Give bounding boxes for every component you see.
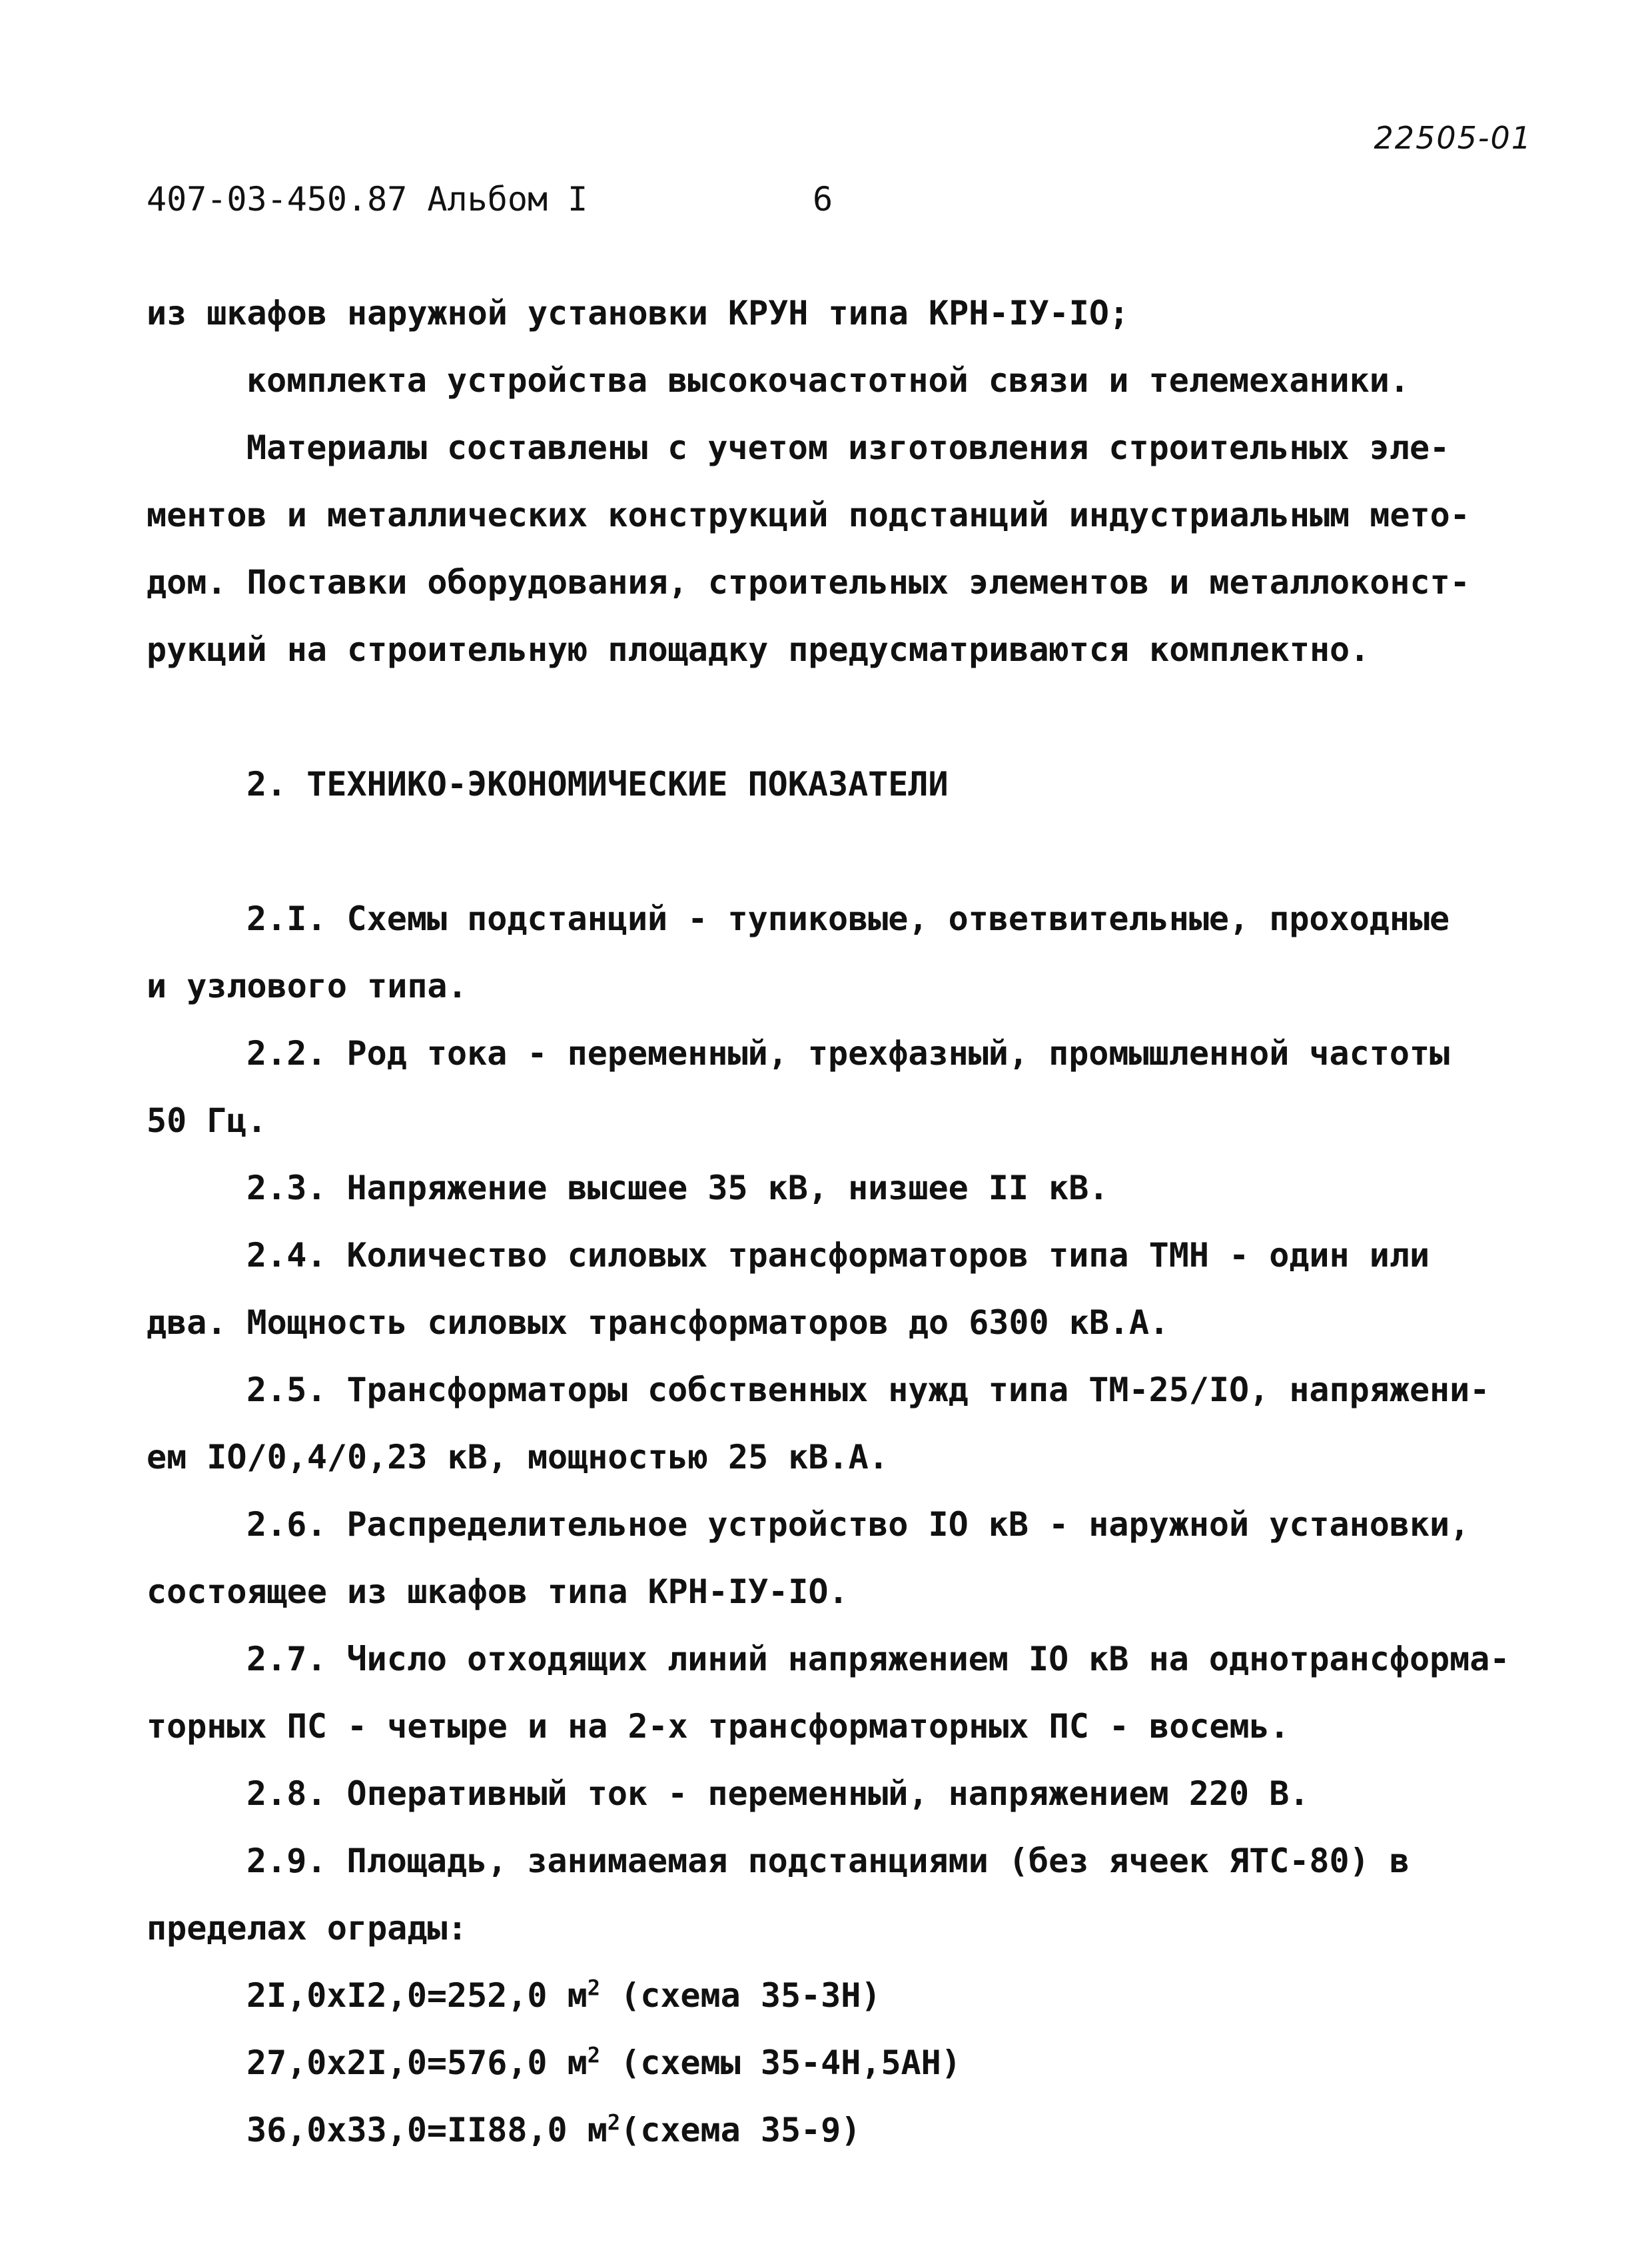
- document-code: 407-03-450.87 Альбом I: [147, 180, 588, 219]
- area-line: [147, 1962, 1532, 2029]
- item-2-5-cont: ем IO/0,4/0,23 кВ, мощностью 25 кВ.А.: [147, 1438, 889, 1476]
- archive-stamp: 22505-01: [1374, 120, 1532, 156]
- area-note: (схема 35-9): [620, 2111, 861, 2149]
- area-note: (схемы 35-4Н,5АН): [600, 2043, 961, 2082]
- area-line: [147, 2097, 1532, 2164]
- text-line: дом. Поставки оборудования, строительных элементов и металлоконст-: [147, 563, 1470, 602]
- item-2-4-line: 2.4. Количество силовых трансформаторов типа ТМН - один или: [246, 1236, 1430, 1275]
- spacer: [147, 684, 1532, 751]
- section-title: 2. ТЕХНИКО-ЭКОНОМИЧЕСКИЕ ПОКАЗАТЕЛИ: [246, 765, 949, 804]
- text-line: комплекта устройства высокочастотной связи и телемеханики.: [246, 361, 1410, 400]
- area-calc: 27,0x2I,0=576,0 м: [246, 2043, 588, 2082]
- page-number: 6: [813, 180, 833, 219]
- text-line: ментов и металлических конструкций подстанций индустриальным мето-: [147, 496, 1470, 534]
- text-line: Материалы составлены с учетом изготовления строительных эле-: [246, 428, 1450, 467]
- area-note: (схема 35-3Н): [600, 1976, 881, 2015]
- item-2-9-cont: пределах ограды:: [147, 1909, 468, 1948]
- area-power: 2: [587, 1975, 601, 2001]
- item-2-7-cont: торных ПС - четыре и на 2-х трансформаторных ПС - восемь.: [147, 1707, 1290, 1746]
- item-2-9-line: 2.9. Площадь, занимаемая подстанциями (без ячеек ЯТС-80) в: [246, 1842, 1410, 1880]
- item-2-5-line: 2.5. Трансформаторы собственных нужд типа ТМ-25/IO, напряжени-: [246, 1371, 1490, 1409]
- spacer: [147, 818, 1532, 885]
- area-power: 2: [607, 2109, 621, 2135]
- text-line: из шкафов наружной установки КРУН типа КРН-IУ-IO;: [147, 294, 1130, 332]
- item-2-3-line: 2.3. Напряжение высшее 35 кВ, низшее II кВ.: [246, 1169, 1109, 1207]
- area-line: [147, 2029, 1532, 2097]
- item-2-2-line: 2.2. Род тока - переменный, трехфазный, промышленной частоты: [246, 1034, 1450, 1073]
- page-header: [147, 180, 833, 219]
- item-2-1-cont: и узлового типа.: [147, 967, 468, 1005]
- area-power: 2: [587, 2042, 601, 2068]
- area-calc: 36,0x33,0=II88,0 м: [246, 2111, 608, 2149]
- area-calc: 2I,0xI2,0=252,0 м: [246, 1976, 588, 2015]
- item-2-6-cont: состоящее из шкафов типа КРН-IУ-IO.: [147, 1572, 849, 1611]
- item-2-2-cont: 50 Гц.: [147, 1101, 267, 1140]
- text-line: рукций на строительную площадку предусматриваются комплектно.: [147, 630, 1370, 669]
- item-2-6-line: 2.6. Распределительное устройство IO кВ - наружной установки,: [246, 1505, 1470, 1544]
- item-2-1-line: 2.I. Схемы подстанций - тупиковые, ответвительные, проходные: [246, 899, 1450, 938]
- item-2-7-line: 2.7. Число отходящих линий напряжением IO кВ на однотрансформа-: [246, 1640, 1510, 1678]
- item-2-4-cont: два. Мощность силовых трансформаторов до 6300 кВ.А.: [147, 1303, 1170, 1342]
- document-body: [147, 280, 1532, 2164]
- item-2-8-line: 2.8. Оперативный ток - переменный, напряжением 220 В.: [246, 1774, 1310, 1813]
